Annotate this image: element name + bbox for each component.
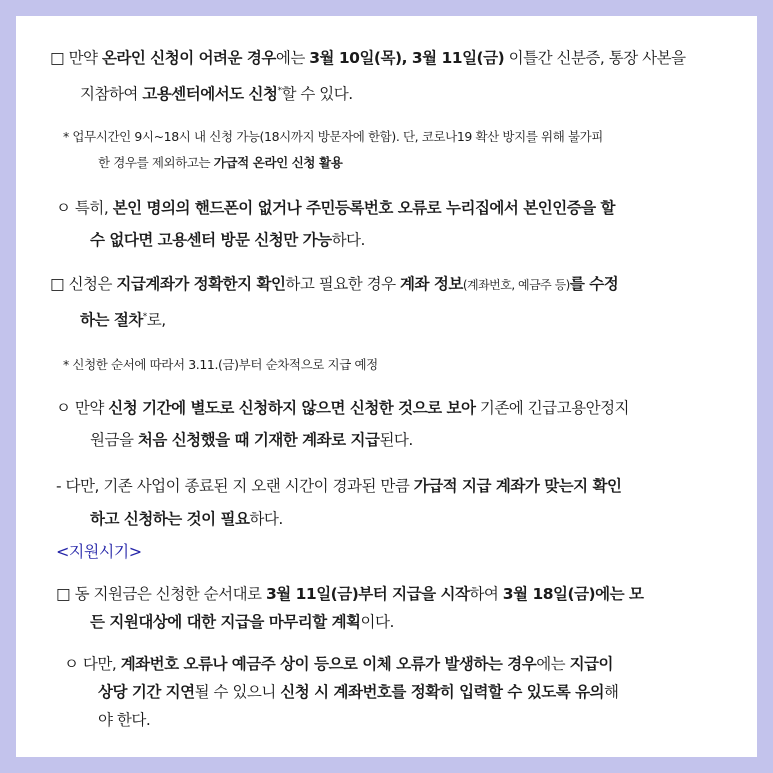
text-run: 이틀간 신분증, 통장 사본을 xyxy=(504,49,686,67)
bold-text: 가급적 온라인 신청 활용 xyxy=(213,155,343,170)
text-run: 하다. xyxy=(331,231,365,249)
p1-line1 xyxy=(50,48,686,68)
bold-text: 신청 기간에 별도로 신청하지 않으면 신청한 것으로 보아 xyxy=(108,399,476,417)
p3-line1 xyxy=(50,274,618,295)
bold-text: 신청 시 계좌번호를 정확히 입력할 수 있도록 유의 xyxy=(280,683,605,701)
note1-line1 xyxy=(63,127,603,147)
text-run: * 업무시간인 9시~18시 내 신청 가능(18시까지 방문자에 한함). 단, 코로나19 확산 방지를 위해 불가피 xyxy=(63,129,603,144)
text-run: ㅇ 특히, xyxy=(56,199,113,217)
text-run: - 다만, 기존 사업이 종료된 지 오랜 시간이 경과된 만큼 xyxy=(56,477,414,495)
bold-text: 온라인 신청이 어려운 경우 xyxy=(101,49,276,67)
notice-card xyxy=(16,16,757,757)
text-run: * xyxy=(142,312,147,322)
text-run: * 신청한 순서에 따라서 3.11.(금)부터 순차적으로 지급 예정 xyxy=(63,357,378,372)
p7-line3 xyxy=(98,710,150,730)
p5-line1 xyxy=(56,476,621,496)
p3-line2 xyxy=(80,310,166,330)
bold-text: 지급이 xyxy=(569,655,613,673)
p4-line2 xyxy=(90,430,413,450)
p4-line1 xyxy=(56,398,629,418)
text-run: (계좌번호, 예금주 등) xyxy=(462,278,570,292)
p6-line1 xyxy=(56,584,643,604)
bold-text: 하고 신청하는 것이 필요 xyxy=(90,510,250,528)
p1-line2 xyxy=(80,84,353,104)
text-run: ㅇ 다만, xyxy=(64,655,121,673)
text-run: ㅇ 만약 xyxy=(56,399,109,417)
text-run: 한 경우를 제외하고는 xyxy=(98,155,214,170)
text-run: 에는 xyxy=(275,49,310,67)
text-run: □ 동 지원금은 신청한 순서대로 xyxy=(56,585,266,603)
p5-line2 xyxy=(90,509,283,529)
text-run: 원금을 xyxy=(90,431,138,449)
bold-text: 3월 18일(금)에는 모 xyxy=(502,585,644,603)
text-run: * xyxy=(277,86,282,96)
section-heading: <지원시기> xyxy=(56,542,142,561)
p6-line2 xyxy=(90,612,394,632)
text-run: 할 수 있다. xyxy=(281,85,353,103)
bold-text: 상당 기간 지연 xyxy=(98,683,195,701)
bold-text: 수 없다면 고용센터 방문 신청만 가능 xyxy=(90,231,332,249)
text-run: 하다. xyxy=(249,510,283,528)
text-run: 해 xyxy=(604,683,619,701)
note1-line2 xyxy=(98,153,342,173)
text-run: 지참하여 xyxy=(80,85,143,103)
bold-text: 3월 10일(목), 3월 11일(금) xyxy=(309,49,505,67)
text-run: □ 만약 xyxy=(50,49,102,67)
bold-text: 를 수정 xyxy=(569,275,619,293)
bold-text: 본인 명의의 핸드폰이 없거나 주민등록번호 오류로 누리집에서 본인인증을 할 xyxy=(112,199,616,217)
bold-text: 고용센터에서도 신청 xyxy=(142,85,278,103)
bold-text: 든 지원대상에 대한 지급을 마무리할 계획 xyxy=(90,613,361,631)
text-run: 기존에 긴급고용안정지 xyxy=(475,399,630,417)
text-run: 하여 xyxy=(469,585,503,603)
text-run: □ 신청은 xyxy=(50,275,117,293)
bold-text: 하는 절차 xyxy=(80,311,143,329)
bold-text: 계좌번호 오류나 예금주 상이 등으로 이체 오류가 발생하는 경우 xyxy=(120,655,537,673)
bold-text: 처음 신청했을 때 기재한 계좌로 지급 xyxy=(137,431,380,449)
p2-line1 xyxy=(56,198,615,218)
bold-text: 가급적 지급 계좌가 맞는지 확인 xyxy=(413,477,622,495)
text-run: 하고 필요한 경우 xyxy=(285,275,401,293)
text-run: 될 수 있으니 xyxy=(194,683,281,701)
text-run: 에는 xyxy=(536,655,570,673)
p7-line1 xyxy=(64,654,613,674)
text-run: 야 한다. xyxy=(98,711,151,729)
p2-line2 xyxy=(90,230,365,250)
bold-text: 계좌 정보 xyxy=(400,275,463,293)
note2-line1 xyxy=(63,355,378,375)
p7-line2 xyxy=(98,682,619,702)
bold-text: 지급계좌가 정확한지 확인 xyxy=(116,275,286,293)
text-run: 이다. xyxy=(360,613,394,631)
text-run: 된다. xyxy=(379,431,413,449)
bold-text: 3월 11일(금)부터 지급을 시작 xyxy=(265,585,470,603)
text-run: 로, xyxy=(146,311,166,329)
